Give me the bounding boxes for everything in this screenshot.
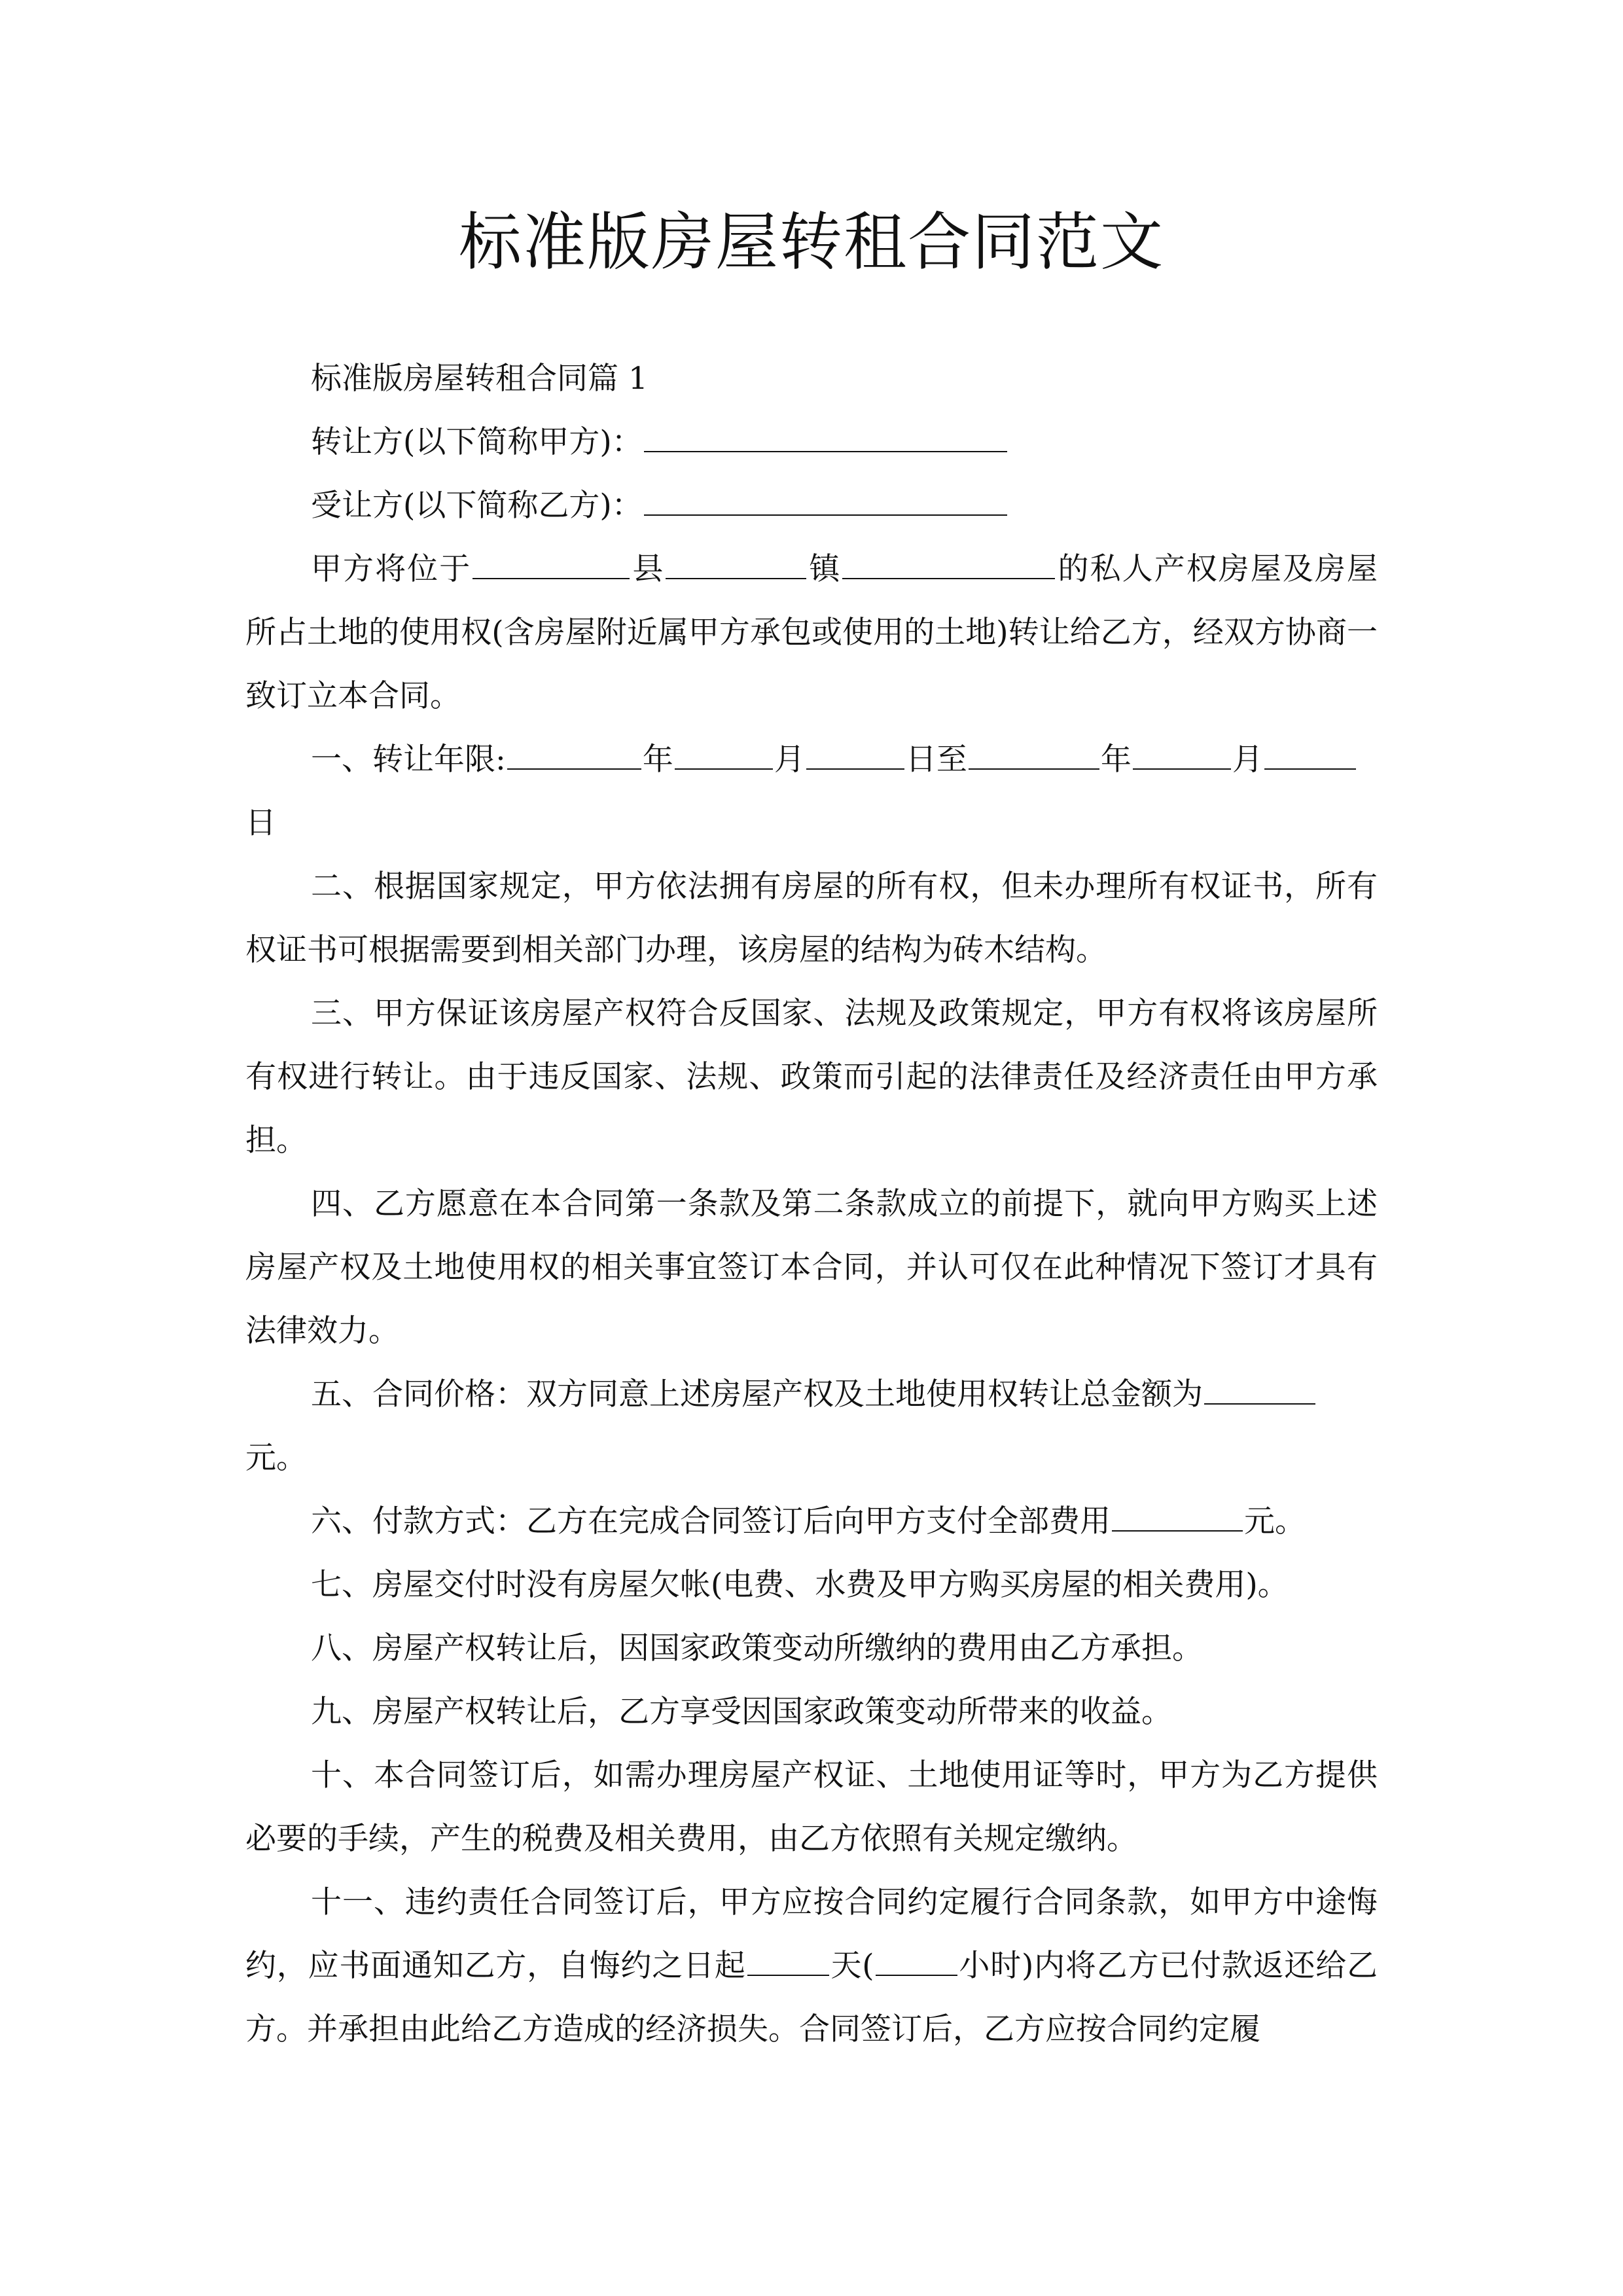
- clause-9: 九、房屋产权转让后，乙方享受因国家政策变动所带来的收益。: [311, 1694, 1172, 1730]
- days-blank: [747, 1974, 829, 1976]
- clause-11: [245, 1871, 1378, 2061]
- start-day-blank: [806, 768, 904, 770]
- clause-11-text-b: 天(: [830, 1948, 874, 1984]
- intro-text-d: 的私人产权房屋及房屋所占土地的使用权(含房屋附近属甲方承包或使用的土地)转让给乙方，经双方协商一致订立本合同。: [245, 551, 1378, 714]
- transferor-label: 转让方(以下简称甲方)：: [311, 424, 643, 460]
- intro-text-b: 县: [631, 551, 665, 587]
- end-year-blank: [969, 768, 1099, 770]
- document-title: 标准版房屋转租合同范文: [459, 206, 1164, 279]
- clause-8: 八、房屋产权转让后，因国家政策变动所缴纳的费用由乙方承担。: [311, 1630, 1203, 1666]
- transferee-blank: [644, 514, 1007, 516]
- clause-6: [245, 1490, 1378, 1553]
- location-blank: [842, 577, 1055, 579]
- transferee-label: 受让方(以下简称乙方)：: [311, 488, 643, 524]
- clause-1: [245, 728, 1378, 855]
- clause-3: 三、甲方保证该房屋产权符合反国家、法规及政策规定，甲方有权将该房屋所有权进行转让。由于违反国家、法规、政策而引起的法律责任及经济责任由甲方承担。: [245, 996, 1378, 1158]
- clause-5-text: 五、合同价格：双方同意上述房屋产权及土地使用权转让总金额为: [311, 1376, 1203, 1412]
- clause-1-year: 年: [642, 742, 673, 778]
- start-year-blank: [507, 768, 641, 770]
- clause-1-month: 月: [774, 742, 805, 778]
- intro-text-a: 甲方将位于: [311, 551, 472, 587]
- clause-11-text-c: 小时)内将乙方已付款返还给乙方。并承担由此给乙方造成的经济损失。合同签订后，乙方应按合同约定履: [245, 1948, 1378, 2047]
- clause-7: 七、房屋交付时没有房屋欠帐(电费、水费及甲方购买房屋的相关费用)。: [311, 1567, 1289, 1603]
- transferor-blank: [644, 450, 1007, 452]
- clause-5: [245, 1363, 1378, 1490]
- subtitle: 标准版房屋转租合同篇 1: [311, 361, 648, 397]
- clause-6-yuan: 元。: [1244, 1503, 1306, 1539]
- clause-1-day-to: 日至: [905, 742, 967, 778]
- clause-11-text-a: 十一、违约责任合同签订后，甲方应按合同约定履行合同条款，如甲方中途悔约，应书面通知乙方，自悔约之日起: [245, 1884, 1378, 1984]
- clause-4: 四、乙方愿意在本合同第一条款及第二条款成立的前提下，就向甲方购买上述房屋产权及土地使用权的相关事宜签订本合同，并认可仅在此种情况下签订才具有法律效力。: [245, 1186, 1378, 1349]
- payment-blank: [1112, 1530, 1243, 1532]
- clause-1-month-2: 月: [1232, 742, 1263, 778]
- end-month-blank: [1133, 768, 1231, 770]
- county-blank: [473, 577, 630, 579]
- intro-paragraph: [245, 537, 1378, 728]
- clause-1-day: 日: [245, 805, 276, 841]
- clause-2: 二、根据国家规定，甲方依法拥有房屋的所有权，但未办理所有权证书，所有权证书可根据需要到相关部门办理，该房屋的结构为砖木结构。: [245, 869, 1378, 968]
- transferor-line: [245, 410, 1378, 474]
- clause-1-label: 一、转让年限:: [311, 742, 506, 778]
- price-blank: [1204, 1403, 1315, 1405]
- start-month-blank: [675, 768, 773, 770]
- clause-5-yuan: 元。: [245, 1440, 307, 1476]
- intro-text-c: 镇: [808, 551, 842, 587]
- document-body: [245, 347, 1378, 2061]
- clause-10: 十、本合同签订后，如需办理房屋产权证、土地使用证等时，甲方为乙方提供必要的手续，产生的税费及相关费用，由乙方依照有关规定缴纳。: [245, 1757, 1378, 1857]
- hours-blank: [876, 1974, 957, 1976]
- clause-6-text: 六、付款方式：乙方在完成合同签订后向甲方支付全部费用: [311, 1503, 1111, 1539]
- end-day-blank: [1264, 768, 1356, 770]
- clause-1-year-2: 年: [1100, 742, 1132, 778]
- town-blank: [666, 577, 806, 579]
- transferee-line: [245, 474, 1378, 537]
